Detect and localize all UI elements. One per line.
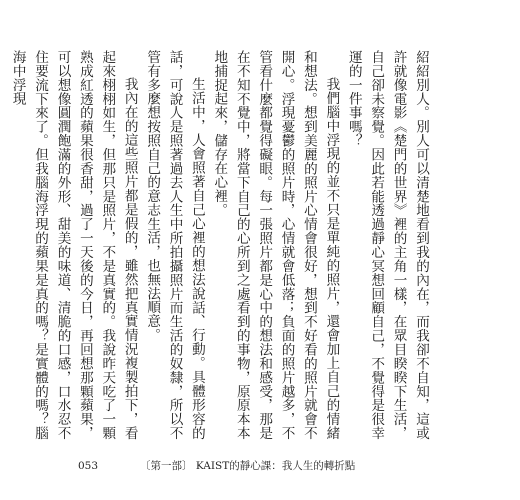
page-number: 053 bbox=[78, 460, 99, 472]
running-head: 〔第一部〕 KAIST的靜心課：我人生的轉折點 bbox=[140, 460, 356, 472]
paragraph: 我內在的這些照片都是假的，雖然把真實情況複製拍下，看起來栩栩如生，但那只是照片，不是真實的。我說昨天吃了一顆熟成紅透的蘋果很香甜，過了一天後的今日，再回想那顆蘋果，可以想像圓潤飽滿的外形、甜美的味道、清脆的口感，口水忍不住要流下來了。但我腦海浮現的蘋果是真的嗎？是實體的嗎？腦海中浮現 bbox=[9, 50, 138, 440]
paragraph: 紹紹別人。別人可以清楚地看到我的內在，而我卻不自知，這或許就像電影《楚門的世界》裡的主角一樣，在眾目睽睽下生活，自己卻未察覺。因此若能透過靜心冥想回顧自己，不覺得是很幸運的一件事嗎？ bbox=[345, 50, 429, 440]
paragraph: 生活中，人會照著自己心裡的想法說話、行動。具體形容的話，可說人是照著過去人生中所拍攝照片而生活的奴隸，所以不管有多麼想按照自己的意志生活，也無法順意。 bbox=[144, 50, 205, 440]
body-text bbox=[9, 50, 432, 440]
paragraph: 我們腦中浮現的並不只是單純的照片，還會加上自己的情緒和想法。想到美麗的照片心情會很好，想到不好看的照片就會不開心。浮現憂鬱的照片時，心情就會低落；負面的照片越多，不管看什麼都覺得礙眼。每一張照片都是心中的想法和感受，那是在不知不覺中，將當下自己的心所到之處看到的事物，原原本本地捕捉起來，儲存在心裡。 bbox=[211, 50, 340, 440]
page-footer bbox=[78, 458, 438, 473]
